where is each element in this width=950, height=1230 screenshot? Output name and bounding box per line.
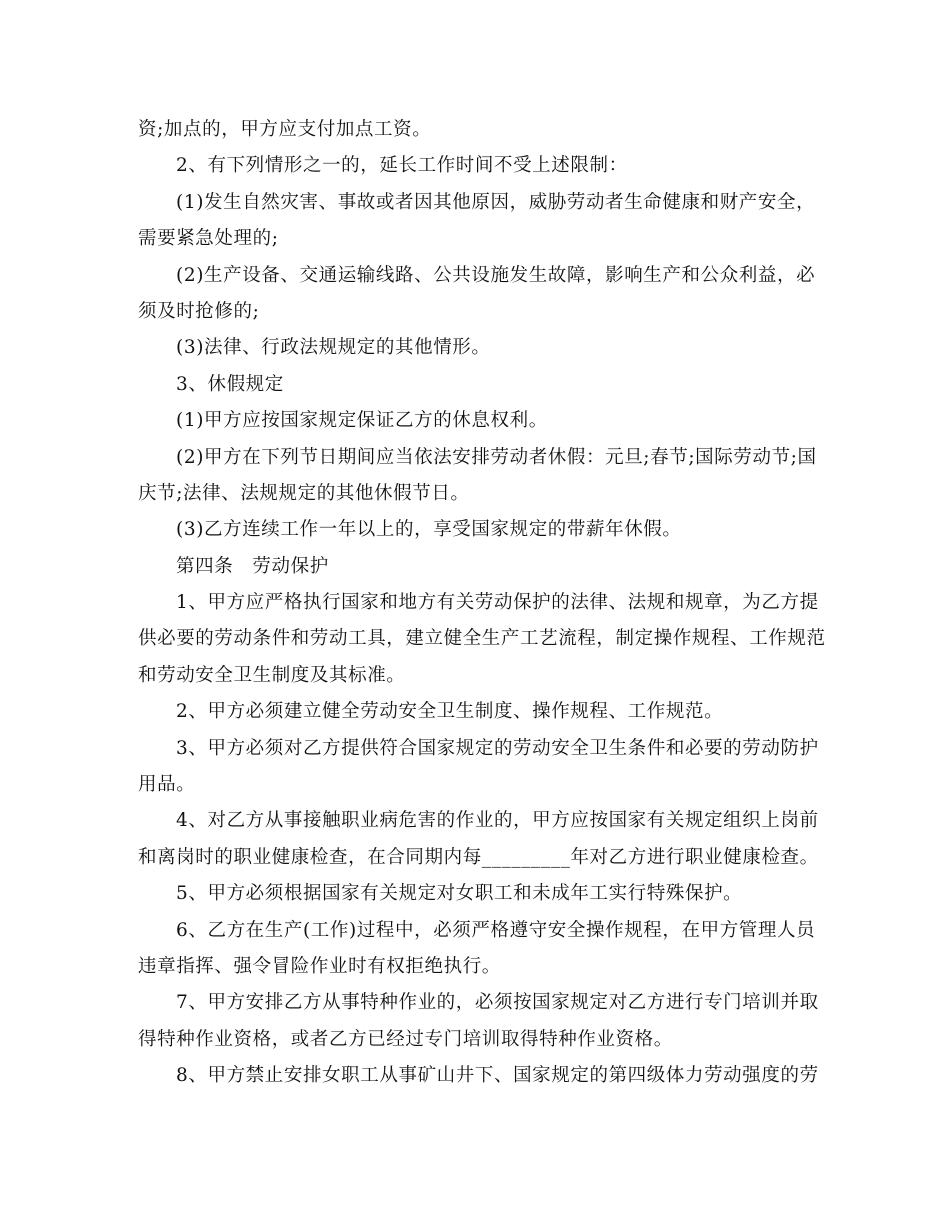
paragraph-line: (3)乙方连续工作一年以上的，享受国家规定的带薪年休假。 xyxy=(176,519,682,541)
paragraph-line: (2)甲方在下列节日期间应当依法安排劳动者休假：元旦;春节;国际劳动节;国 xyxy=(176,446,817,468)
paragraph-line: 7、甲方安排乙方从事特种作业的，必须按国家规定对乙方进行专门培训并取 xyxy=(176,992,819,1014)
paragraph-line: 3、甲方必须对乙方提供符合国家规定的劳动安全卫生条件和必要的劳动防护 xyxy=(176,737,819,759)
article-heading: 第四条 劳动保护 xyxy=(176,555,329,577)
paragraph-line: 违章指挥、强令冒险作业时有权拒绝执行。 xyxy=(138,955,501,977)
paragraph-line: (3)法律、行政法规规定的其他情形。 xyxy=(176,337,491,359)
paragraph-line: 供必要的劳动条件和劳动工具，建立健全生产工艺流程，制定操作规程、工作规范 xyxy=(138,628,826,650)
paragraph-line: 2、甲方必须建立健全劳动安全卫生制度、操作规程、工作规范。 xyxy=(176,701,724,723)
paragraph-line: 6、乙方在生产(工作)过程中，必须严格遵守安全操作规程，在甲方管理人员 xyxy=(176,919,816,941)
paragraph-line: 和离岗时的职业健康检查，在合同期内每_________年对乙方进行职业健康检查。 xyxy=(138,846,819,868)
paragraph-line: 庆节;法律、法规规定的其他休假节日。 xyxy=(138,482,470,504)
paragraph-line: 需要紧急处理的; xyxy=(138,228,279,250)
paragraph-line: 1、甲方应严格执行国家和地方有关劳动保护的法律、法规和规章，为乙方提 xyxy=(176,592,819,614)
paragraph-line: 资;加点的，甲方应支付加点工资。 xyxy=(138,119,432,140)
paragraph-line: (2)生产设备、交通运输线路、公共设施发生故障，影响生产和公众利益，必 xyxy=(176,264,816,286)
paragraph-line: 用品。 xyxy=(138,774,196,796)
document-body xyxy=(138,116,826,1099)
paragraph-line: 4、对乙方从事接触职业病危害的作业的，甲方应按国家有关规定组织上岗前 xyxy=(176,810,819,832)
section-heading: 3、休假规定 xyxy=(176,373,284,395)
paragraph-line: 和劳动安全卫生制度及其标准。 xyxy=(138,664,406,686)
paragraph-line: 得特种作业资格，或者乙方已经过专门培训取得特种作业资格。 xyxy=(138,1028,673,1050)
paragraph-line: (1)甲方应按国家规定保证乙方的休息权利。 xyxy=(176,410,548,432)
paragraph-line: 须及时抢修的; xyxy=(138,300,260,322)
paragraph-line: (1)发生自然灾害、事故或者因其他原因，威胁劳动者生命健康和财产安全， xyxy=(176,191,816,213)
paragraph-line: 2、有下列情形之一的，延长工作时间不受上述限制： xyxy=(176,155,628,177)
paragraph-line: 8、甲方禁止安排女职工从事矿山井下、国家规定的第四级体力劳动强度的劳 xyxy=(176,1065,819,1087)
paragraph-line: 5、甲方必须根据国家有关规定对女职工和未成年工实行特殊保护。 xyxy=(176,883,743,905)
